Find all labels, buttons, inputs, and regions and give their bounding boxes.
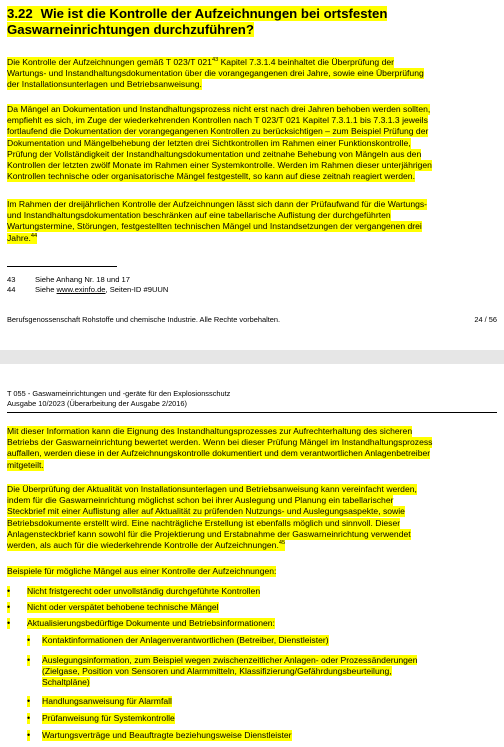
document-page-25 (0, 364, 504, 747)
footnote-ref-43[interactable]: 43 (211, 57, 219, 64)
page-footer: Berufsgenossenschaft Rohstoffe und chemische Industrie. Alle Rechte vorbehalten. 24 / 56 (7, 315, 497, 324)
sub-bullet-marker: • (27, 696, 31, 706)
sub-bullet-marker: • (27, 730, 31, 740)
page-number: 24 / 56 (474, 315, 497, 324)
footnote-ref-44[interactable]: 44 (30, 232, 38, 239)
paragraph-continuous-checks: Da Mängel an Dokumentation und Instandhaltungsprozess nicht erst nach drei Jahren behoben werden sollten, empfiehlt es sich, im Zuge der wiederkehrenden Kontrollen nach T 023/T 021 Kapitel 7.3.1.1 bis 7.3.1.3 jeweils fortlaufend die Dokumentation der vorangegangenen Kontrollen zu berücksichtigen – zum Beispiel Prüfung der Dokumentation und Mängelbehebung der letzten drei Sichtkontrollen im Rahmen einer Funktionskontrolle, Prüfung der Vollständigkeit der Instandhaltungsdokumentation und zeitnahe Behebung von Mängeln aus den Kontrollen der letzten zwölf Monate im Rahmen einer Systemkontrolle. Werden im Rahmen dieser unterjährigen Kontrollen technische oder organisatorische Mängel festgestellt, so kann auf diese zeitnah reagiert werden. (7, 104, 432, 182)
list-item: Nicht fristgerecht oder unvollständig durchgeführte Kontrollen (27, 586, 261, 596)
page-separator (0, 350, 504, 364)
list-item: Aktualisierungsbedürftige Dokumente und Betriebsinformationen: (27, 618, 275, 628)
sub-list-item: Wartungsverträge und Beauftragte beziehungsweise Dienstleister (42, 730, 292, 740)
header-rule (7, 412, 497, 413)
sub-bullet-marker: • (27, 635, 31, 645)
list-item: Nicht oder verspätet behobene technische Mängel (27, 602, 219, 612)
bullet-marker: • (7, 602, 11, 612)
paragraph-scope: Die Kontrolle der Aufzeichnungen gemäß T 023/T $021^{43}$ Kapitel 7.3.1.4 beinhaltet die Überprüfung der Wartungs- und Instandhaltungsdokumentation über die vorangegangenen drei Jahre, sowie eine Überprüfung der Installationsunterlagen und Betriebsanweisung. (7, 57, 424, 90)
section-heading: 3.22 Wie ist die Kontrolle der Aufzeichnungen bei ortsfesten Gaswarneinrichtungen durchzuführen? (7, 6, 388, 37)
sub-list-item: Prüfanweisung für Systemkontrolle (42, 713, 175, 723)
list-intro: Beispiele für mögliche Mängel aus einer Kontrolle der Aufzeichnungen: (7, 566, 277, 576)
paragraph-evaluation: Mit dieser Information kann die Eignung des Instandhaltungsprozesses zur Aufrechterhaltung des sicheren Betriebs der Gaswarneinrichtung bewertet werden. Wenn bei dieser Prüfung Mängel im Instandhaltungsprozess auffallen, werden diese in der Aufzeichnungskontrolle dokumentiert und dem verantwortlichen Anlagenbetreiber mitgeteilt. (7, 426, 433, 470)
bullet-marker: • (7, 586, 11, 596)
bullet-marker: • (7, 618, 11, 628)
paragraph-triennial-check: Im Rahmen der dreijährlichen Kontrolle der Aufzeichnungen lässt sich dann der Prüfaufwand für die Wartungs- und Instandhaltungsdokumentation beschränken auf eine tabellarische Auflistung der durchgeführten Wartungstermine, Störungen, festgestellten technischen Mängel und Instandsetzungen der vergangenen drei Jahre.$^{44}$ (7, 199, 428, 243)
footnote-44: 44 Siehe www.exinfo.de, Seiten-ID #9UUN (7, 285, 169, 294)
footnote-rule (7, 266, 117, 267)
sub-list-item: Kontaktinformationen der Anlagenverantwortlichen (Betreiber, Dienstleister) (42, 635, 329, 645)
sub-bullet-marker: • (27, 713, 31, 723)
footnote-ref-45[interactable]: 45 (278, 540, 286, 547)
footnote-43: 43 Siehe Anhang Nr. 18 und 17 (7, 275, 130, 284)
paragraph-system-profile: Die Überprüfung der Aktualität von Installationsunterlagen und Betriebsanweisung kann vereinfacht werden, indem für die Gaswarneinrichtung möglichst schon bei ihrer Auslegung und Planung ein tabellarischer Steckbrief mit einer Auflistung aller auf Aktualität zu prüfenden Nutzungs- und Auslegungsaspekte, sowie Betriebsdokumente erstellt wird. Eine nachträgliche Erstellung ist ebenfalls möglich und sinnvoll. Dieser Anlagensteckbrief kann sowohl für die Projektierung und Erstabnahme der Gaswarneinrichtung verwendet werden, als auch für die wiederkehrende Kontrolle der Aufzeichnungen.$^{45}$ (7, 484, 417, 551)
page-header: T 055 - Gaswarneinrichtungen und -geräte für den Explosionsschutz Ausgabe 10/2023 (Überarbeitung der Ausgabe 2/2016) (7, 389, 231, 408)
sub-list-item: Auslegungsinformation, zum Beispiel wegen zwischenzeitlicher Anlagen- oder Prozessänderungen (Zielgase, Position von Sensoren und Alarmmitteln, Klassifizierung/Gefährdungsbeurteilung, Schaltpläne) (42, 655, 418, 688)
sub-bullet-marker: • (27, 655, 31, 665)
sub-list-item: Handlungsanweisung für Alarmfall (42, 696, 172, 706)
document-page-24 (0, 0, 504, 350)
exinfo-link[interactable]: www.exinfo.de (56, 285, 106, 294)
